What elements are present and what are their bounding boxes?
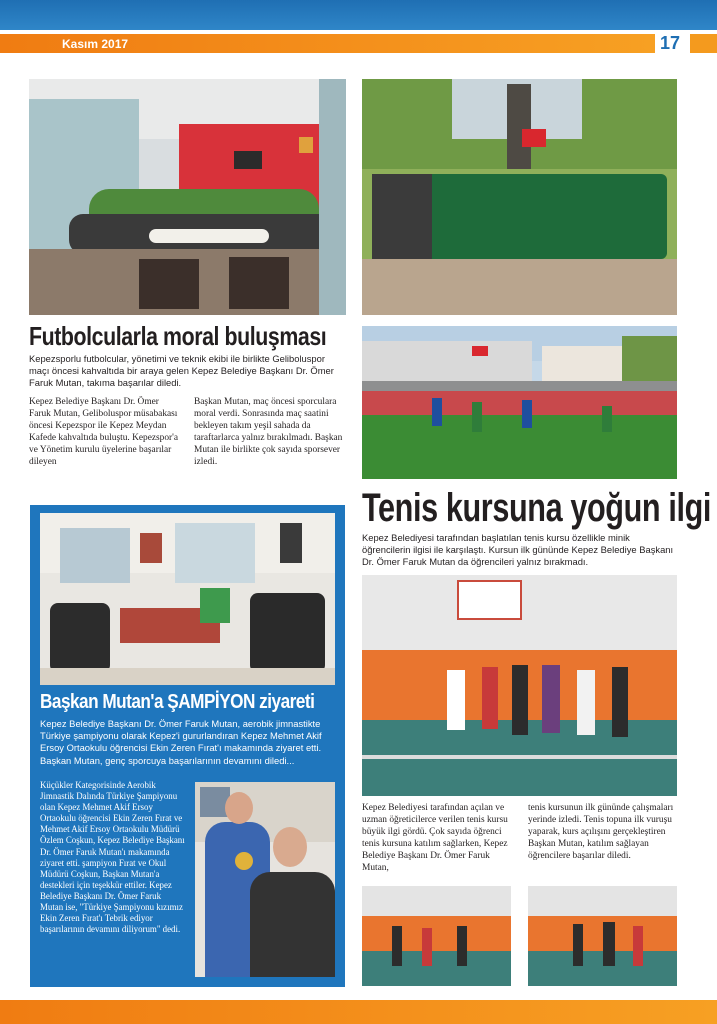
photo-team-square	[362, 79, 677, 315]
photo-tennis-small-1	[362, 886, 511, 986]
champion-visit-box	[30, 505, 345, 987]
photo-team-breakfast	[29, 79, 346, 315]
article1-headline: Futbolcularla moral buluşması	[29, 321, 327, 351]
article1-column-1: Kepez Belediye Başkanı Dr. Ömer Faruk Mutan, Geliboluspor müsabakası öncesi Kepezspor ile Kepez Meydan Kafede kahvaltıda buluştu. Kepezspor'a ve Yönetim kurulu üyelerine başarılar dileyen	[29, 397, 179, 468]
photo-office-visit	[40, 513, 335, 685]
article2-column-2: tenis kursunun ilk gününde çalışmaları yerinde izledi. Tenis topuna ilk vuruşu yaparak, kurs açılışını gerçekleştiren Başkan Mutan, katılım sağlayan öğrencilere başarılar diledi.	[528, 803, 674, 862]
article1-column-2: Başkan Mutan, maç öncesi sporculara moral verdi. Sonrasında maç saatini bekleyen takım yeşil sahada da taraftarlarca yalnız bırakılmadı. Başkan Mutan ile birlikte çok sayıda sporsever izledi.	[194, 397, 343, 468]
article3-lead: Kepez Belediye Başkanı Dr. Ömer Faruk Mutan, aerobik jimnastikte Türkiye şampiyonu olarak Kepez'i gururlandıran Kepez Mehmet Akif Ersoy Ortaokulu öğrencisi Ekin Zeren Fırat'ı makamında ziyaret etti. Başkan Mutan, genç sporcuya başarılarının devamını diledi...	[40, 718, 322, 766]
header-bar-tail	[690, 34, 717, 53]
article2-column-1: Kepez Belediyesi tarafından açılan ve uzman öğreticilerce verilen tenis kursu büyük ilgi gördü. Çok sayıda öğrenci tenis kursuna katılım sağlarken, Kepez Belediye Başkanı Dr. Ömer Faruk Mutan,	[362, 803, 508, 874]
photo-football-match	[362, 326, 677, 479]
top-blue-band	[0, 0, 717, 30]
page-number: 17	[660, 33, 681, 53]
article3-headline: Başkan Mutan'a ŞAMPİYON ziyareti	[40, 691, 315, 713]
article2-lead: Kepez Belediyesi tarafından başlatılan tenis kursu özellikle minik öğrencilerin ilgisi ile karşılaştı. Kursun ilk gününde Kepez Belediye Başkanı Dr. Ömer Faruk Mutan da öğrencileri yalnız bırakmadı.	[362, 532, 674, 568]
article2-headline: Tenis kursuna yoğun ilgi	[362, 486, 711, 530]
photo-tennis-gym	[362, 575, 677, 796]
article1-lead: Kepezsporlu futbolcular, yönetimi ve teknik ekibi ile birlikte Geliboluspor maçı öncesi kahvaltıda bir araya gelen Kepez Belediye Başkanı Dr. Ömer Faruk Mutan, takıma başarılar diledi.	[29, 353, 334, 389]
photo-champion-medals	[195, 782, 335, 977]
issue-date: Kasım 2017	[62, 37, 129, 51]
footer-bar	[0, 1000, 717, 1024]
article3-body: Küçükler Kategorisinde Aerobik Jimnastik Dalında Türkiye Şampiyonu olan Kepez Mehmet Akif Ersoy Ortaokulu öğrencisi Ekin Zeren Fırat ve Mehmet Akif Ersoy Ortaokulu Müdürü Özlem Coşkun, Kepez Belediye Başkanı Dr. Ömer Faruk Mutan'ı makamında ziyaret etti. şampiyon Fırat ve Okul Müdürü Coşkun, Başkan Mutan'a destekleri için teşekkür ettiler. Kepez Belediye Başkanı Dr. Ömer Faruk Mutan ise, "Türkiye Şampiyonu kızımız Ekin Zeren Fırat'ı Tebrik ediyor başarılarının devamını diliyorum" dedi.	[40, 780, 185, 935]
photo-tennis-small-2	[528, 886, 677, 986]
